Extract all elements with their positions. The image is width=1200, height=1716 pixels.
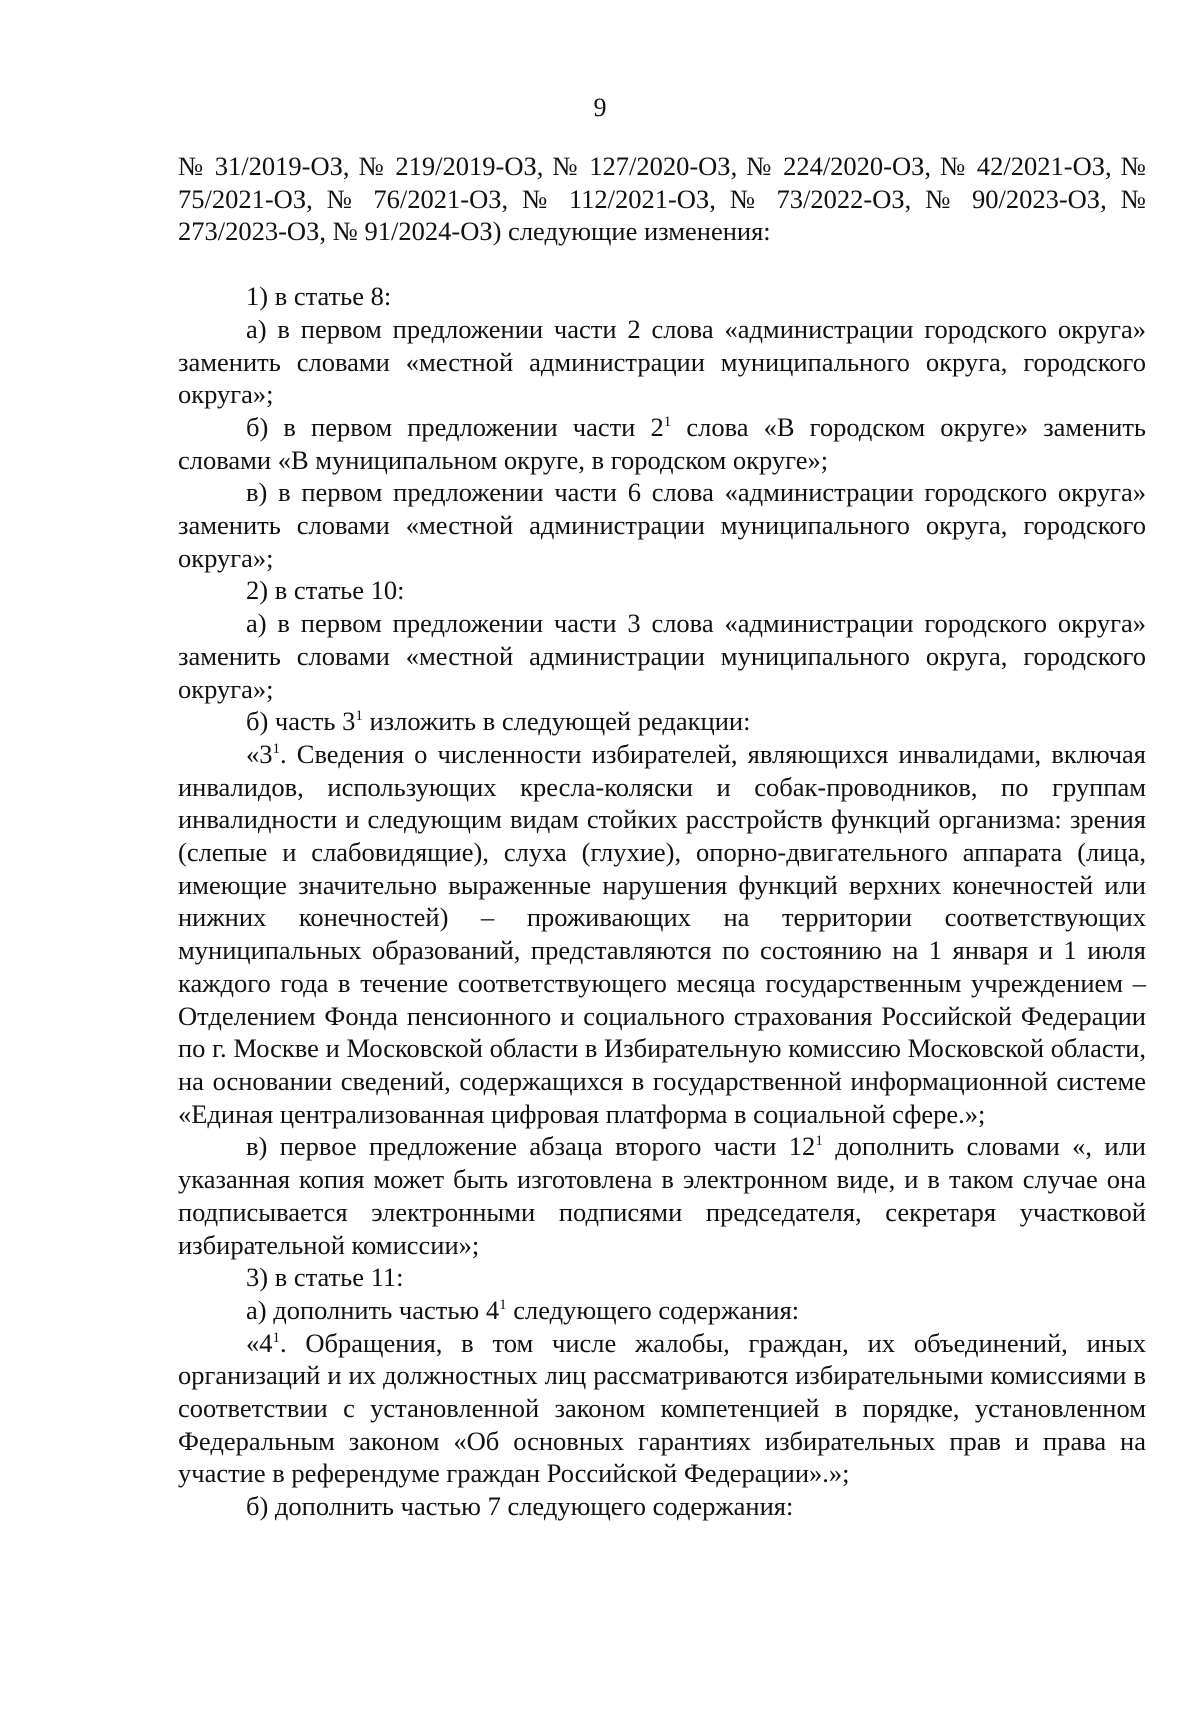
item-2v-superscript: 1 xyxy=(815,1133,823,1150)
item-3a-quote-end: . Обращения, в том числе жалобы, граждан, их объединений, иных организаций и их должностных лиц рассматриваются избирательными комиссиями в соответствии с установленной законом компетенцией в порядке, установленном Федеральным законом «Об основных гарантиях избирательных прав и права на участие в референдуме граждан Российской Федерации».»; xyxy=(178,1327,1146,1489)
item-3a-text-start: а) дополнить частью 4 xyxy=(246,1294,500,1325)
item-2b-text-end: изложить в следующей редакции: xyxy=(362,706,751,737)
item-3a-text-end: следующего содержания: xyxy=(506,1294,800,1325)
item-2b-quote-superscript: 1 xyxy=(272,741,280,758)
item-2a-paragraph: а) в первом предложении части 3 слова «администрации городского округа» заменить словами «местной администрации муниципального округа, городского округа»; xyxy=(178,608,1146,704)
page-number: 9 xyxy=(593,93,607,122)
item-3a-paragraph xyxy=(178,1294,1146,1327)
item-2b-paragraph xyxy=(178,705,1146,738)
item-2b-quote-start: «3 xyxy=(246,738,273,769)
item-3-heading: 3) в статье 11: xyxy=(246,1262,404,1293)
item-2v-text-start: в) первое предложение абзаца второго части 12 xyxy=(246,1131,816,1162)
item-3a-quoted-text xyxy=(178,1327,1146,1491)
item-2b-text-start: б) часть 3 xyxy=(246,706,356,737)
item-2v-text-end: дополнить словами «, или указанная копия может быть изготовлена в электронном виде, и в таком случае она подписывается электронными подписями председателя, секретаря участковой избирательной комиссии»; xyxy=(178,1131,1146,1260)
item-2v-paragraph xyxy=(178,1130,1146,1261)
item-1v-paragraph: в) в первом предложении части 6 слова «администрации городского округа» заменить словами «местной администрации муниципального округа, городского округа»; xyxy=(178,477,1146,573)
intro-paragraph: № 31/2019-ОЗ, № 219/2019-ОЗ, № 127/2020-ОЗ, № 224/2020-ОЗ, № 42/2021-ОЗ, № 75/2021-ОЗ, № 76/2021-ОЗ, № 112/2021-ОЗ, № 73/2022-ОЗ, № 90/2023-ОЗ, № 273/2023-ОЗ, № 91/2024-ОЗ) следующие изменения: xyxy=(178,151,1146,247)
item-1b-paragraph xyxy=(178,411,1146,476)
item-3b-paragraph: б) дополнить частью 7 следующего содержания: xyxy=(246,1491,794,1522)
item-1b-superscript: 1 xyxy=(663,414,672,431)
item-3a-quote-superscript: 1 xyxy=(272,1329,280,1346)
document-body xyxy=(178,150,1146,1523)
item-1a-paragraph: а) в первом предложении части 2 слова «администрации городского округа» заменить словами «местной администрации муниципального округа, городского округа»; xyxy=(178,313,1146,410)
paragraph-gap xyxy=(178,248,1146,280)
item-2b-superscript: 1 xyxy=(355,708,363,725)
item-2-heading: 2) в статье 10: xyxy=(246,575,405,606)
item-2b-quote-end: . Сведения о численности избирателей, являющихся инвалидами, включая инвалидов, использующих кресла-коляски и собак-проводников, по группам инвалидности и следующим видам стойких расстройств функций организма: зрения (слепые и слабовидящие), слуха (глухие), опорно-двигательного аппарата (лица, имеющие значительно выраженные нарушения функций верхних конечностей или нижних конечностей) – проживающих на территории соответствующих муниципальных образований, представляются по состоянию на 1 января и 1 июля каждого года в течение соответствующего месяца государственным учреждением – Отделением Фонда пенсионного и социального страхования Российской Федерации по г. Москве и Московской области в Избирательную комиссию Московской области, на основании сведений, содержащихся в государственной информационной системе «Единая централизованная цифровая платформа в социальной сфере.»; xyxy=(178,738,1146,1129)
item-2b-quoted-text xyxy=(178,738,1146,1130)
item-1b-text-end: слова «В городском округе» заменить словами «В муниципальном округе, в городском округе»; xyxy=(178,411,1146,475)
item-1-heading: 1) в статье 8: xyxy=(246,281,392,312)
item-1b-text-start: б) в первом предложении части 2 xyxy=(246,411,664,442)
item-3a-superscript: 1 xyxy=(499,1297,507,1314)
item-3a-quote-start: «4 xyxy=(246,1327,273,1358)
